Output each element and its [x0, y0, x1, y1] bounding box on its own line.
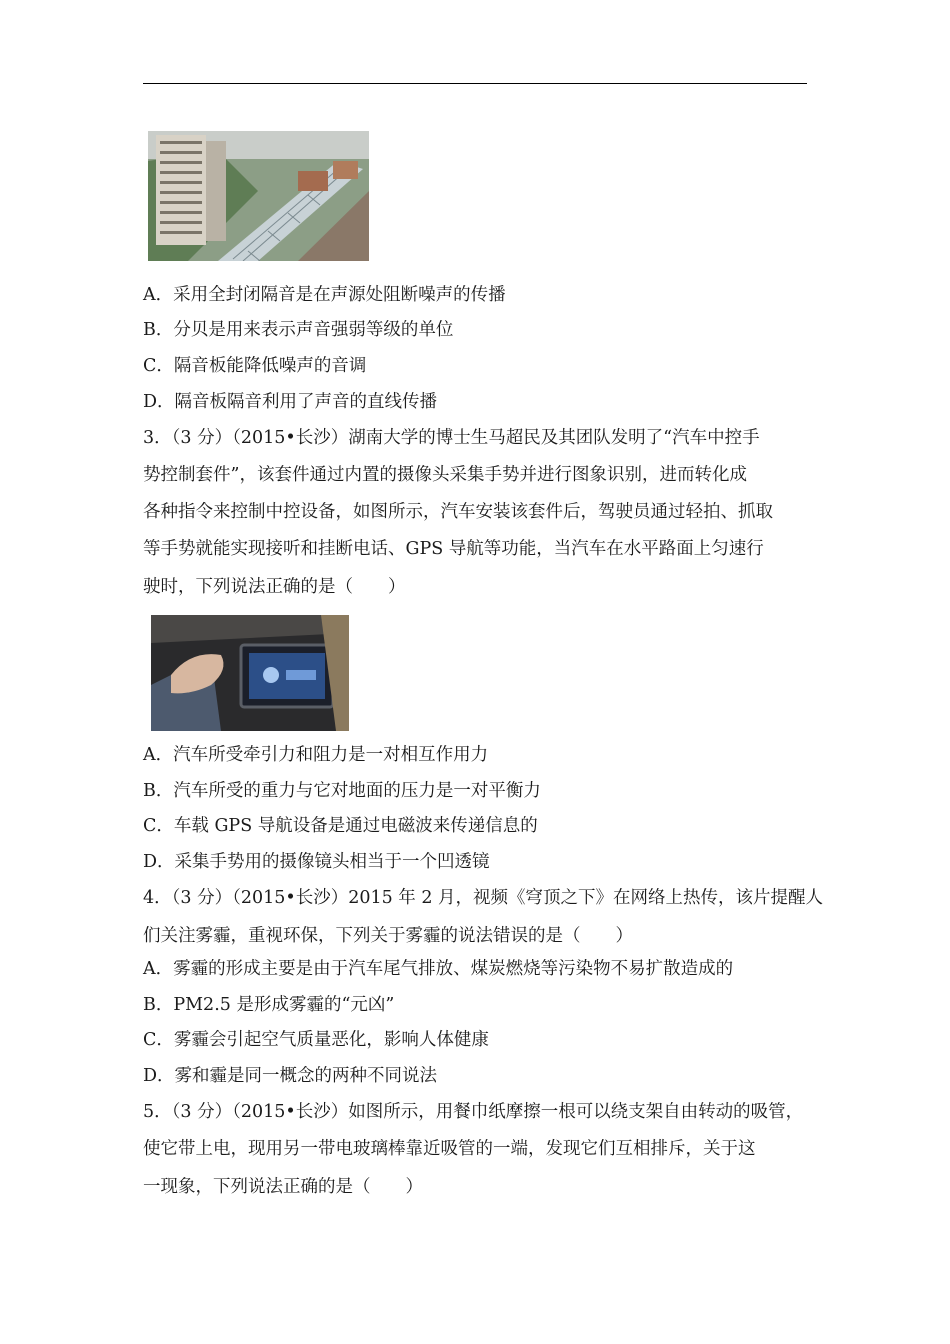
option-2c: C．隔音板能降低噪声的音调 [143, 356, 367, 376]
header-rule [143, 83, 807, 84]
option-2d: D．隔音板隔音利用了声音的直线传播 [143, 392, 438, 412]
option-3d: D．采集手势用的摄像镜头相当于一个凹透镜 [143, 852, 490, 872]
option-4b: B．PM2.5 是形成雾霾的“元凶” [143, 995, 395, 1015]
question-3-line-2: 势控制套件”，该套件通过内置的摄像头采集手势并进行图象识别，进而转化成 [143, 465, 747, 485]
option-3c: C．车载 GPS 导航设备是通过电磁波来传递信息的 [143, 816, 538, 836]
question-3-line-3: 各种指令来控制中控设备，如图所示，汽车安装该套件后，驾驶员通过轻拍、抓取 [143, 502, 773, 522]
option-3b: B．汽车所受的重力与它对地面的压力是一对平衡力 [143, 781, 541, 801]
question-5-line-3: 一现象，下列说法正确的是（ ） [143, 1177, 423, 1197]
question-4-line-1: 4．（3 分）（2015•长沙）2015 年 2 月，视频《穹顶之下》在网络上热传，该片提醒人 [143, 888, 824, 908]
option-3a: A．汽车所受牵引力和阻力是一对相互作用力 [143, 745, 489, 765]
car-gesture-control-photo [151, 615, 349, 731]
question-5-line-1: 5．（3 分）（2015•长沙）如图所示，用餐巾纸摩擦一根可以绕支架自由转动的吸管， [143, 1102, 804, 1122]
question-4-line-2: 们关注雾霾，重视环保，下列关于雾霾的说法错误的是（ ） [143, 926, 633, 946]
option-4c: C．雾霾会引起空气质量恶化，影响人体健康 [143, 1030, 489, 1050]
option-4d: D．雾和霾是同一概念的两种不同说法 [143, 1066, 438, 1086]
question-3-line-4: 等手势就能实现接听和挂断电话、GPS 导航等功能，当汽车在水平路面上匀速行 [143, 539, 764, 559]
highway-noise-barrier-photo [148, 131, 369, 261]
question-3-line-5: 驶时，下列说法正确的是（ ） [143, 577, 406, 597]
option-2b: B．分贝是用来表示声音强弱等级的单位 [143, 320, 454, 340]
option-2a: A．采用全封闭隔音是在声源处阻断噪声的传播 [143, 285, 506, 305]
option-4a: A．雾霾的形成主要是由于汽车尾气排放、煤炭燃烧等污染物不易扩散造成的 [143, 959, 734, 979]
question-5-line-2: 使它带上电，现用另一带电玻璃棒靠近吸管的一端，发现它们互相排斥，关于这 [143, 1139, 756, 1159]
question-3-line-1: 3．（3 分）（2015•长沙）湖南大学的博士生马超民及其团队发明了“汽车中控手 [143, 428, 760, 448]
